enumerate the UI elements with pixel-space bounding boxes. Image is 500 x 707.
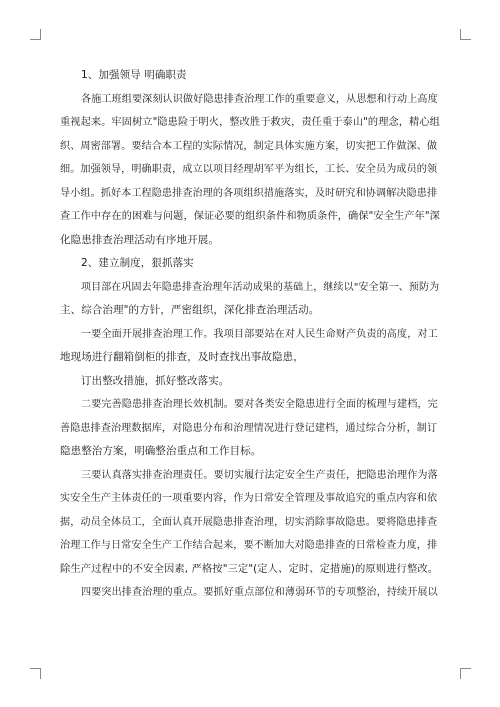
crop-mark-top-right [460,29,471,40]
text-line: 查工作中存在的困难与问题，保证必要的组织条件和物质条件，确保"安全生产年"深 [60,211,440,222]
text-line: 细。加强领导，明确职责，成立以项目经理胡军平为组长，工长、安全员为成员的领 [60,164,438,175]
text-line: 织、周密部署。要结合本工程的实际情况，制定具体实施方案，切实把工作做深、做 [60,140,438,152]
text-line: 项目部在巩固去年隐患排查治理年活动成果的基础上，继续以"安全第一、预防为 [81,281,440,293]
text-line: 2、建立制度，狠抓落实 [81,257,194,269]
text-line: 二要完善隐患排查治理长效机制。要对各类安全隐患进行全面的梳理与建档，完 [81,399,438,410]
text-line: 三要认真落实排查治理责任。要切实履行法定安全生产责任，把隐患治理作为落 [81,469,438,481]
text-line: 订出整改措施，抓好整改落实。 [81,374,230,387]
text-line: 地现场进行翻箱倒柜的排查，及时查找出事故隐患， [60,351,304,363]
text-line: 善隐患排查治理数据库，对隐患分布和治理情况进行登记建档，通过综合分析，制订 [60,422,438,434]
text-line: 重视起来。牢固树立"隐患险于明火，整改胜于救灾，责任重于泰山"的理念，精心组 [60,117,440,128]
text-line: 治理工作与日常安全生产工作结合起来，要不断加大对隐患排查的日常检查力度，排 [60,540,438,551]
text-line: 主、综合治理"的方针，严密组织，深化排查治理活动。 [60,304,320,316]
document-body [60,64,440,605]
text-line: 实安全生产主体责任的一项重要内容，作为日常安全管理及事故追究的重点内容和依 [60,493,438,504]
text-line: 化隐患排查治理活动有序地开展。 [60,233,219,246]
crop-mark-top-left [30,29,41,40]
text-line: 导小组。抓好本工程隐患排查治理的各项组织措施落实，及时研究和协调解决隐患排 [60,187,438,199]
text-line: 1、加强领导 明确职责 [81,69,187,81]
crop-mark-bottom-right [460,668,471,679]
text-line: 据，动员全体员工，全面认真开展隐患排查治理，切实消除事故隐患。要将隐患排查 [60,516,438,528]
text-line: 各施工班组要深刻认识做好隐患排查治理工作的重要意义，从思想和行动上高度 [81,93,438,105]
text-line: 一要全面开展排查治理工作。我项目部要站在对人民生命财产负责的高度，对工 [81,328,438,340]
crop-mark-bottom-left [30,668,41,679]
text-line: 隐患整治方案，明确整治重点和工作目标。 [60,445,262,457]
text-line: 四要突出排查治理的重点。要抓好重点部位和薄弱环节的专项整治，持续开展以 [81,587,438,598]
text-line: 除生产过程中的不安全因素, 严格按"三定"(定人、定时、定措施)的原则进行整改。 [60,562,439,575]
